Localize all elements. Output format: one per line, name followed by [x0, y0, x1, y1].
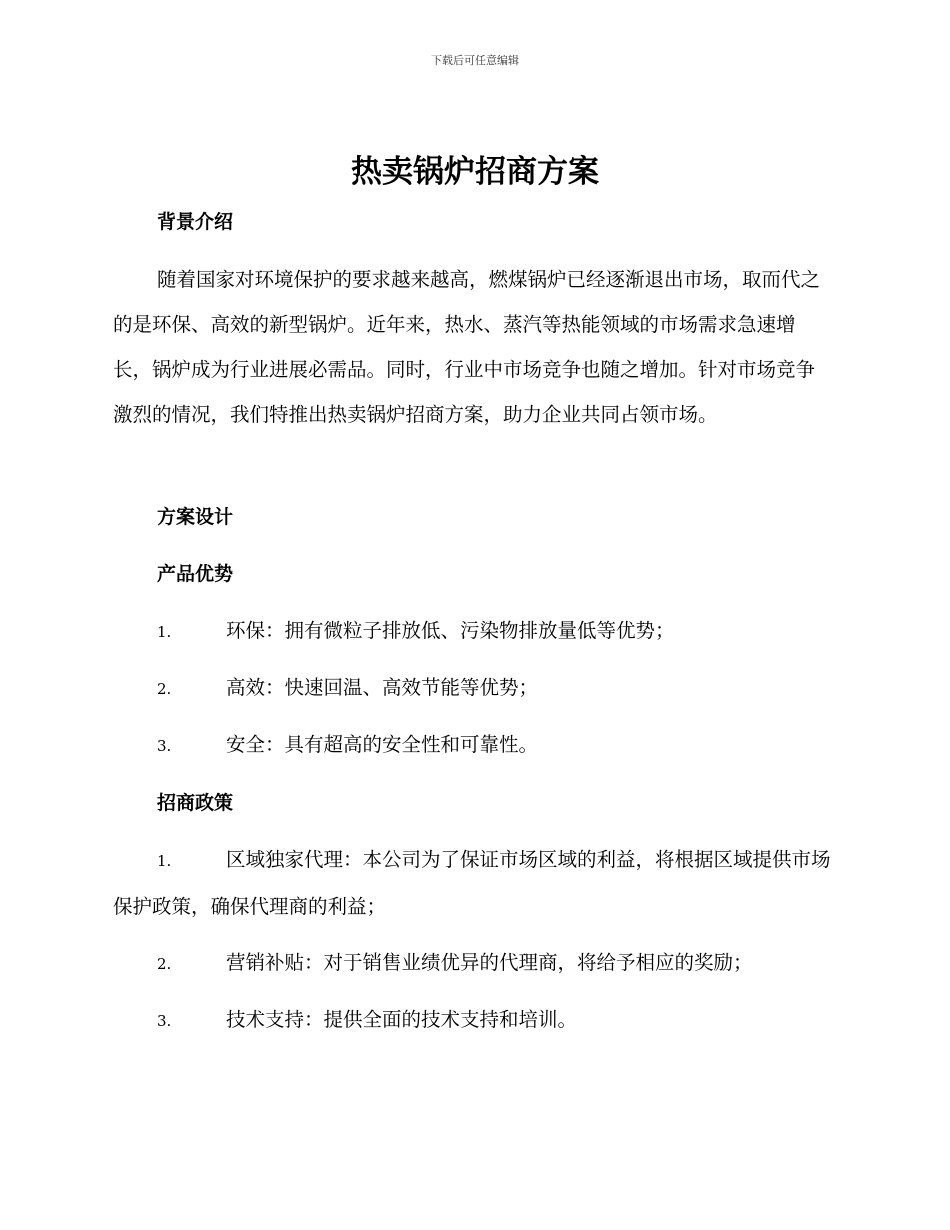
- list-text: 安全：具有超高的安全性和可靠性。: [226, 733, 539, 756]
- list-text: 环保：拥有微粒子排放低、污染物排放量低等优势；: [226, 619, 675, 642]
- list-number: 2.: [157, 955, 172, 973]
- policy-item-2: [113, 940, 833, 987]
- list-text: 技术支持：提供全面的技术支持和培训。: [226, 1008, 578, 1031]
- list-number: 2.: [157, 680, 172, 698]
- heading-policy: 招商政策: [157, 792, 234, 814]
- policy-item-1: [113, 837, 833, 929]
- document-title: 热卖锅炉招商方案: [351, 154, 599, 190]
- list-number: 1.: [157, 623, 172, 641]
- policy-item-3: [113, 997, 833, 1044]
- heading-background: 背景介绍: [157, 211, 234, 233]
- advantage-item-3: [113, 722, 833, 769]
- list-text: 高效：快速回温、高效节能等优势；: [226, 676, 539, 699]
- advantage-item-2: [113, 665, 833, 712]
- list-text: 区域独家代理：本公司为了保证市场区域的利益，将根据区域提供市场保护政策，确保代理商的利益；: [113, 848, 831, 918]
- page-header-note: 下载后可任意编辑: [431, 54, 519, 67]
- heading-advantages: 产品优势: [157, 563, 234, 585]
- list-number: 3.: [157, 1012, 172, 1030]
- list-number: 1.: [157, 852, 172, 870]
- heading-design: 方案设计: [157, 506, 234, 528]
- background-paragraph: 随着国家对环境保护的要求越来越高，燃煤锅炉已经逐渐退出市场，取而代之的是环保、高效的新型锅炉。近年来，热水、蒸汽等热能领域的市场需求急速增长，锅炉成为行业进展必需品。同时，行业中市场竞争也随之增加。针对市场竞争激烈的情况，我们特推出热卖锅炉招商方案，助力企业共同占领市场。: [113, 268, 821, 426]
- advantage-item-1: [113, 608, 833, 655]
- list-text: 营销补贴：对于销售业绩优异的代理商，将给予相应的奖励；: [226, 951, 753, 974]
- list-number: 3.: [157, 737, 172, 755]
